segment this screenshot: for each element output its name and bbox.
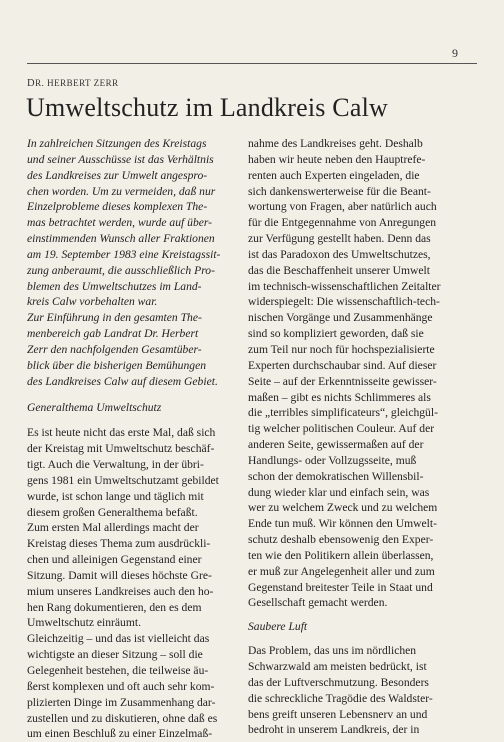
text-line: im technisch-wissenschaftlichen Zeitalter xyxy=(248,279,441,293)
text-line: renten auch Experten eingeladen, die xyxy=(248,168,420,182)
text-line: zur Verfügung gestellt haben. Denn das xyxy=(248,232,431,246)
intro-paragraph xyxy=(27,136,232,390)
text-line: blick über die bisherigen Bemühungen xyxy=(27,358,207,372)
text-line: sich dankenswerterweise für die Beant- xyxy=(248,184,431,198)
text-line: sind so kompliziert geworden, daß sie xyxy=(248,327,424,341)
text-line: tigt. Auch die Verwaltung, in der übri- xyxy=(27,458,204,472)
text-line: ßerst komplexen und oft auch sehr kom- xyxy=(27,679,215,693)
text-line: die „terribles simplificateurs“, gleichgül- xyxy=(248,406,438,420)
text-line: hen Rang dokumentieren, den es dem xyxy=(27,600,202,614)
text-line: mium unseres Landkreises auch den ho- xyxy=(27,584,214,598)
author-initial: D xyxy=(27,78,36,89)
text-line: wichtigste an dieser Sitzung – soll die xyxy=(27,648,203,662)
text-line: Gegenstand breitester Teile in Staat und xyxy=(248,580,433,594)
body-paragraph-left xyxy=(27,425,232,742)
text-line: ten wie den Politikern allein überlassen, xyxy=(248,548,434,562)
text-line: wortung von Fragen, aber natürlich auch xyxy=(248,200,437,214)
text-line: Einzelprobleme dieses komplexen The- xyxy=(27,200,208,214)
text-line: chen und alleinigen Gegenstand einer xyxy=(27,553,202,567)
text-line: das die Beschaffenheit unserer Umwelt xyxy=(248,263,431,277)
subheading-saubere-luft: Saubere Luft xyxy=(248,620,308,634)
text-line: Gesellschaft gemacht werden. xyxy=(248,596,388,610)
text-line: In zahlreichen Sitzungen des Kreistags xyxy=(27,137,207,150)
text-line: widerspiegelt: Die wissenschaftlich-tech- xyxy=(248,295,440,309)
text-line: Handlungs- oder Vollzugsseite, muß xyxy=(248,453,417,467)
text-line: die schreckliche Tragödie des Waldster- xyxy=(248,691,433,705)
body-paragraph-right-2 xyxy=(248,643,455,738)
text-line: dung wieder klar und einfach sein, was xyxy=(248,485,430,499)
text-line: bedroht in unserem Landkreis, der in xyxy=(248,723,420,737)
text-line: nahme des Landkreises geht. Deshalb xyxy=(248,137,423,150)
text-line: diesem großen Generalthema befaßt. xyxy=(27,505,198,519)
text-line: am 19. September 1983 eine Kreistagssit- xyxy=(27,247,221,261)
text-line: Gleichzeitig – und das ist vielleicht das xyxy=(27,632,210,646)
author-name: R. HERBERT ZERR xyxy=(35,78,119,88)
text-line: haben wir heute neben den Hauptrefe- xyxy=(248,152,426,166)
text-line: tig welcher politischen Couleur. Auf der xyxy=(248,422,435,436)
text-line: zustellen und zu diskutieren, ohne daß es xyxy=(27,711,218,725)
text-line: für die Entgegennahme von Anregungen xyxy=(248,216,437,230)
text-line: kreis Calw vorbehalten war. xyxy=(27,295,158,309)
text-line: plizierten Dinge im Zusammenhang dar- xyxy=(27,695,216,709)
text-line: maßen – gibt es nichts Schlimmeres als xyxy=(248,390,431,404)
text-line: ist das Paradoxon des Umweltschutzes, xyxy=(248,247,431,261)
text-line: er muß zur Angelegenheit aller und zum xyxy=(248,564,435,578)
text-line: Zur Einführung in den gesamten The- xyxy=(27,311,202,325)
text-line: Sitzung. Damit will dieses höchste Gre- xyxy=(27,568,212,582)
text-line: blemen des Umweltschutzes im Land- xyxy=(27,279,202,293)
text-line: des Landkreises Calw auf diesem Gebiet. xyxy=(27,374,218,388)
text-line: Seite – auf der Erkenntnisseite gewisser- xyxy=(248,374,437,388)
text-line: gens 1981 ein Umweltschutzamt gebildet xyxy=(27,473,219,487)
text-line: zum Teil nur noch für hochspezialisierte xyxy=(248,342,435,356)
text-line: um einen Beschluß zu einer Einzelmaß- xyxy=(27,727,213,741)
text-line: das der Luftverschmutzung. Besonders xyxy=(248,675,429,689)
text-line: anderen Seite, gewissermaßen auf der xyxy=(248,438,424,452)
text-line: Experten durchschaubar sind. Auf dieser xyxy=(248,358,437,372)
text-line: chen worden. Um zu vermeiden, daß nur xyxy=(27,184,216,198)
body-paragraph-right xyxy=(248,136,455,611)
text-line: schutz deshalb ebensowenig den Exper- xyxy=(248,533,434,547)
subheading-generalthema: Generalthema Umweltschutz xyxy=(27,400,162,414)
text-line: Schwarzwald am meisten bedrückt, ist xyxy=(248,660,427,673)
text-line: einstimmenden Wunsch aller Fraktionen xyxy=(27,232,215,246)
text-line: Kreistag dieses Thema zum ausdrückli- xyxy=(27,537,211,551)
page-number: 9 xyxy=(452,46,458,60)
text-line: wurde, ist schon lange und täglich mit xyxy=(27,489,204,503)
text-line: menbereich gab Landrat Dr. Herbert xyxy=(27,327,199,341)
article-title: Umweltschutz im Landkreis Calw xyxy=(26,93,388,122)
text-line: Das Problem, das uns im nördlichen xyxy=(248,644,417,658)
text-line: des Landkreises zur Umwelt angespro- xyxy=(27,168,208,182)
right-column xyxy=(248,136,455,738)
text-line: Es ist heute nicht das erste Mal, daß sich xyxy=(27,426,216,440)
text-line: wer zu welchem Zweck und zu welchem xyxy=(248,501,438,515)
text-line: nischen Vorgänge und Zusammenhänge xyxy=(248,311,433,325)
author-line xyxy=(27,78,119,89)
text-line: Zum ersten Mal allerdings macht der xyxy=(27,521,199,535)
text-line: zung anberaumt, die ausschließlich Pro- xyxy=(27,263,215,277)
text-line: der Kreistag mit Umweltschutz beschäf- xyxy=(27,442,215,456)
text-line: bens greift unseren Lebensnerv an und xyxy=(248,707,428,721)
left-column xyxy=(27,136,232,742)
text-line: Ende tun muß. Wir können den Umwelt- xyxy=(248,517,437,531)
text-line: und seiner Ausschüsse ist das Verhältnis xyxy=(27,152,214,166)
text-line: schon der demokratischen Willensbil- xyxy=(248,469,424,483)
text-line: mas betrachtet werden, wurde auf über- xyxy=(27,216,213,230)
text-line: Umweltschutz einräumt. xyxy=(27,616,141,630)
text-line: Gelegenheit bestehen, die teilweise äu- xyxy=(27,664,209,677)
text-line: Zerr den nachfolgenden Gesamtüber- xyxy=(27,342,202,356)
header-rule xyxy=(27,63,477,64)
